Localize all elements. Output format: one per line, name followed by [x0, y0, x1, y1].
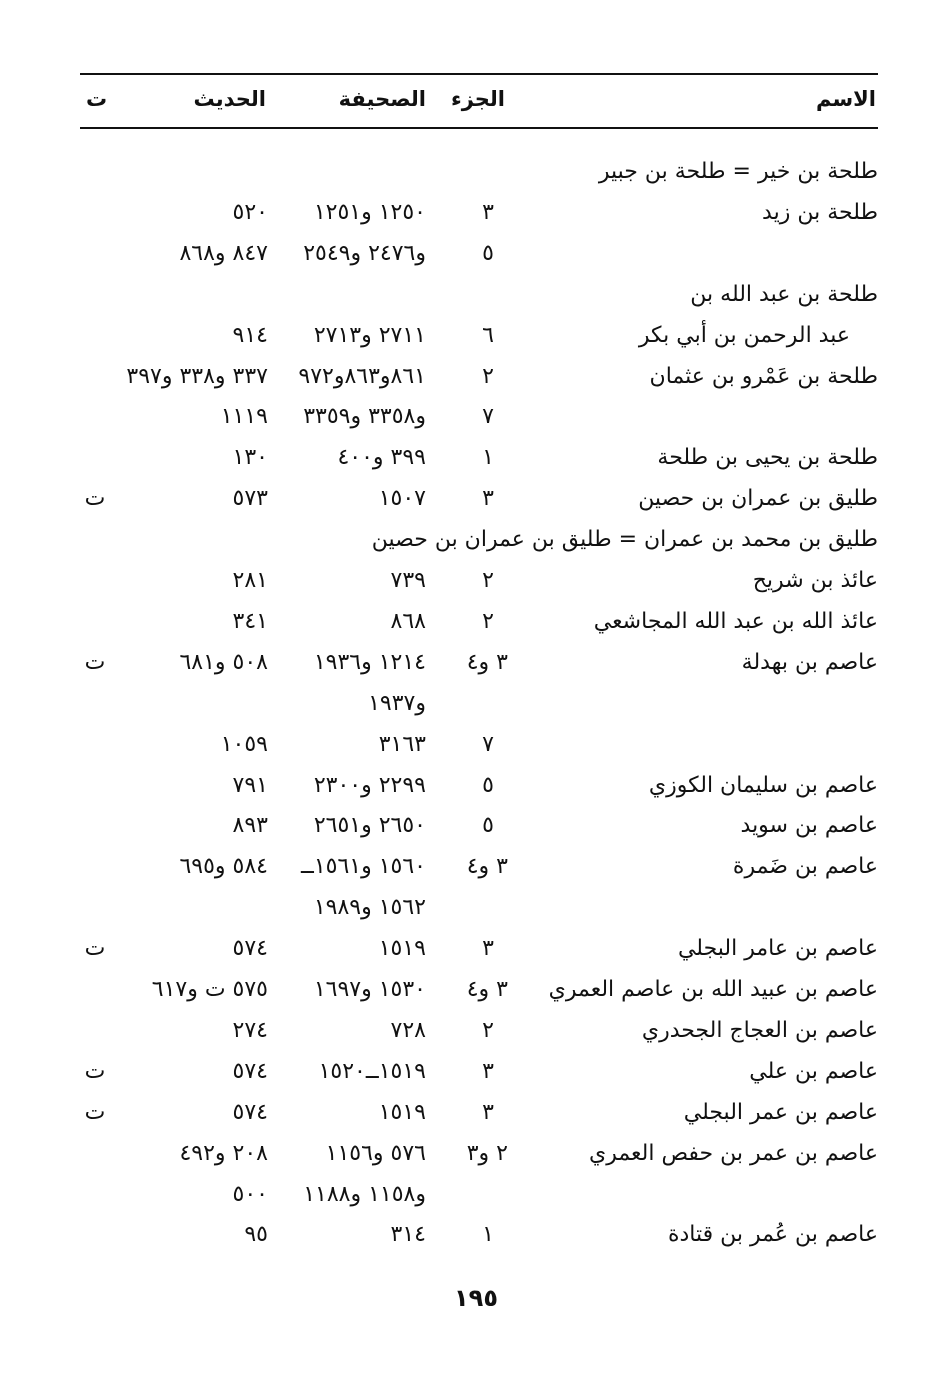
entry-t-mark: [80, 601, 110, 642]
table-row: [80, 192, 878, 233]
entry-volume: [468, 274, 508, 315]
entry-hadith: ١٣٠: [232, 445, 268, 471]
entry-volume: ٢: [482, 363, 494, 389]
entry-name: عاصم بن علي: [749, 1058, 878, 1084]
table-row: [80, 1133, 878, 1174]
entry-name: طلحة بن يحيى بن طلحة: [657, 445, 878, 471]
entry-hadith: ٩٥: [244, 1222, 268, 1248]
entry-t-mark: [80, 1214, 110, 1255]
entry-page: ٧٢٨: [390, 1017, 426, 1043]
entry-t-mark: [80, 519, 110, 560]
entry-volume: ١: [482, 1222, 494, 1248]
entry-hadith: ٣٣٧ و٣٣٨ و٣٩٧: [126, 363, 268, 389]
entry-page: ٣١٤: [390, 1222, 426, 1248]
entry-page: و٢٤٧٦ و٢٥٤٩: [303, 240, 426, 266]
entry-page: ٣٩٩ و٤٠٠: [337, 445, 426, 471]
entry-name: عاصم بن سليمان الكوزي: [648, 772, 878, 798]
header-hadith: الحديث: [193, 87, 266, 111]
entry-hadith: ٥٧٤: [232, 936, 268, 962]
entry-page: ١٥٦٠ و١٥٦١ــ: [300, 854, 426, 880]
entry-name: طلحة بن عبد الله بن: [690, 281, 878, 307]
entry-page: ١٥٠٧: [378, 486, 426, 512]
entry-t-mark: [80, 724, 110, 765]
entry-hadith: ٨٩٣: [232, 813, 268, 839]
table-row: [80, 1092, 878, 1133]
entry-t-mark: [80, 969, 110, 1010]
entry-volume: ٥: [482, 813, 494, 839]
entry-name: عائذ الله بن عبد الله المجاشعي: [593, 608, 878, 634]
entry-t-mark: [80, 396, 110, 437]
entry-t-mark: [80, 560, 110, 601]
entry-volume: [468, 887, 508, 928]
entry-page: و١٩٣٧: [368, 690, 426, 716]
entry-t-mark: [80, 151, 110, 192]
table-row: [80, 1174, 878, 1215]
header-page: الصحيفة: [338, 87, 426, 111]
entry-page: ١٥٣٠ و١٦٩٧: [313, 977, 426, 1002]
table-row: [80, 846, 878, 887]
header-t: ت: [86, 87, 108, 111]
table-row: [80, 724, 878, 765]
entry-t-mark: [80, 356, 110, 397]
entry-t-mark: [80, 1174, 110, 1215]
entry-name: طلحة بن زيد: [762, 199, 878, 225]
entry-name: طلحة بن خير = طلحة بن جبير: [598, 159, 878, 184]
table-row: [80, 233, 878, 274]
entry-name: عاصم بن سويد: [740, 813, 878, 839]
entry-t-mark: [80, 1133, 110, 1174]
entry-t-mark: ت: [84, 1058, 106, 1084]
table-row: [80, 928, 878, 969]
entry-t-mark: ت: [84, 486, 106, 512]
entry-page: ٢٢٩٩ و٢٣٠٠: [313, 772, 426, 798]
entry-volume: ٣ و٤: [466, 649, 508, 675]
entry-t-mark: [80, 765, 110, 806]
entry-volume: [468, 151, 508, 192]
entry-volume: ٢: [482, 608, 494, 634]
entry-page: ٢٧١١ و٢٧١٣: [313, 322, 426, 348]
entry-hadith: ٥٧٤: [232, 1099, 268, 1125]
entry-page: ١٥١٩: [378, 936, 426, 962]
entry-hadith: ٨٤٧ و٨٦٨: [179, 240, 268, 266]
entry-hadith: ١١١٩: [220, 404, 268, 430]
entry-hadith: ٧٩١: [232, 772, 268, 798]
table-row: [80, 519, 878, 560]
entry-volume: ٧: [482, 404, 494, 430]
entry-hadith: ٥٨٤ و٦٩٥: [179, 854, 268, 880]
table-row: [80, 765, 878, 806]
header-bottom-rule: [80, 127, 878, 129]
table-row: [80, 274, 878, 315]
entry-t-mark: [80, 1010, 110, 1051]
entry-t-mark: [80, 192, 110, 233]
entry-t-mark: [80, 274, 110, 315]
entry-volume: ٣ و٤: [466, 977, 508, 1002]
entry-page: ٣١٦٣: [378, 731, 426, 757]
entry-t-mark: ت: [84, 649, 106, 675]
entry-name: عاصم بن عُمر بن قتادة: [667, 1222, 878, 1248]
entry-volume: ٥: [482, 240, 494, 266]
entry-volume: ٣: [482, 199, 494, 225]
entry-hadith: ٣٤١: [232, 608, 268, 634]
entry-hadith: ٢٨١: [232, 568, 268, 593]
table-row: [80, 560, 878, 601]
header-volume: الجزء: [450, 87, 505, 111]
entry-volume: [468, 519, 508, 560]
entry-t-mark: [80, 437, 110, 478]
entry-name: عاصم بن ضَمرة: [732, 854, 878, 880]
entry-name: طليق بن محمد بن عمران = طليق بن عمران بن حصين: [371, 527, 878, 553]
entry-hadith: ١٠٥٩: [220, 731, 268, 757]
entry-t-mark: [80, 805, 110, 846]
entry-page: ٨٦٨: [390, 608, 426, 634]
entry-hadith: ٥٠٨ و٦٨١: [179, 649, 268, 675]
entry-hadith: ٩١٤: [232, 322, 268, 348]
entry-t-mark: [80, 887, 110, 928]
entry-name: عاصم بن عمر بن حفص العمري: [588, 1140, 878, 1166]
table-row: [80, 151, 878, 192]
table-row: [80, 642, 878, 683]
entry-hadith: ٢٧٤: [232, 1017, 268, 1043]
entry-volume: ٦: [482, 322, 494, 348]
entry-page: و١١٥٨ و١١٨٨: [303, 1181, 426, 1207]
page-number: ١٩٥: [454, 1284, 498, 1312]
table-row: [80, 478, 878, 519]
entry-volume: ٣ و٤: [466, 854, 508, 880]
entry-volume: ٢: [482, 568, 494, 593]
entry-name: عبد الرحمن بن أبي بكر: [638, 322, 850, 348]
entry-volume: ٧: [482, 731, 494, 757]
table-row: [80, 969, 878, 1010]
table-row: [80, 601, 878, 642]
entry-name: عاصم بن عمر البجلي: [683, 1099, 878, 1125]
entry-name: عاصم بن عبيد الله بن عاصم العمري: [548, 977, 878, 1002]
entry-page: ٥٧٦ و١١٥٦: [325, 1140, 426, 1166]
entry-page: ٧٣٩: [390, 568, 426, 593]
table-row: [80, 315, 878, 356]
entry-hadith: ٥٧٤: [232, 1058, 268, 1084]
entry-page: ١٢٥٠ و١٢٥١: [313, 199, 426, 225]
entry-page: ٨٦١و٨٦٣و٩٧٢: [298, 363, 426, 389]
entry-hadith: ٥٢٠: [232, 199, 268, 225]
entry-volume: ٥: [482, 772, 494, 798]
entry-page: و٣٣٥٨ و٣٣٥٩: [303, 404, 426, 430]
table-row: [80, 1214, 878, 1255]
entry-volume: ٢ و٣: [466, 1140, 508, 1166]
entry-name: عاصم بن العجاج الجحدري: [641, 1017, 878, 1043]
entry-name: عاصم بن عامر البجلي: [677, 936, 878, 962]
table-row: [80, 396, 878, 437]
table-row: [80, 1010, 878, 1051]
entry-t-mark: ت: [84, 936, 106, 962]
entry-hadith: ٢٠٨ و٤٩٢: [179, 1140, 268, 1166]
entry-page: ١٥١٩: [378, 1099, 426, 1125]
table-row: [80, 805, 878, 846]
table-row: [80, 1051, 878, 1092]
entry-t-mark: [80, 846, 110, 887]
entry-page: ١٥١٩ــ١٥٢٠: [318, 1058, 426, 1084]
table-row: [80, 356, 878, 397]
entry-name: طلحة بن عَمْرو بن عثمان: [649, 363, 878, 389]
entry-hadith: ٥٧٣: [232, 486, 268, 512]
entry-name: طليق بن عمران بن حصين: [638, 486, 878, 512]
entry-volume: ٣: [482, 486, 494, 512]
entry-hadith: ٥٠٠: [232, 1181, 268, 1207]
entry-volume: ٣: [482, 1099, 494, 1125]
table-row: [80, 437, 878, 478]
entry-t-mark: ت: [84, 1099, 106, 1125]
entry-t-mark: [80, 233, 110, 274]
entry-page: ١٥٦٢ و١٩٨٩: [313, 895, 426, 921]
header-name: الاسم: [816, 87, 876, 111]
table-row: [80, 683, 878, 724]
entry-name: عائذ بن شريح: [752, 568, 878, 593]
entry-page: ١٢١٤ و١٩٣٦: [313, 649, 426, 675]
entry-volume: ١: [482, 445, 494, 471]
table-row: [80, 887, 878, 928]
entry-page: ٢٦٥٠ و٢٦٥١: [313, 813, 426, 839]
entry-volume: ٣: [482, 936, 494, 962]
entry-hadith: ٥٧٥ ت و٦١٧: [151, 977, 268, 1002]
entry-name: عاصم بن بهدلة: [741, 649, 878, 675]
entry-t-mark: [80, 683, 110, 724]
entry-volume: ٢: [482, 1017, 494, 1043]
entry-volume: ٣: [482, 1058, 494, 1084]
entry-volume: [468, 683, 508, 724]
entry-t-mark: [80, 315, 110, 356]
header-top-rule: [80, 73, 878, 75]
entry-volume: [468, 1174, 508, 1215]
